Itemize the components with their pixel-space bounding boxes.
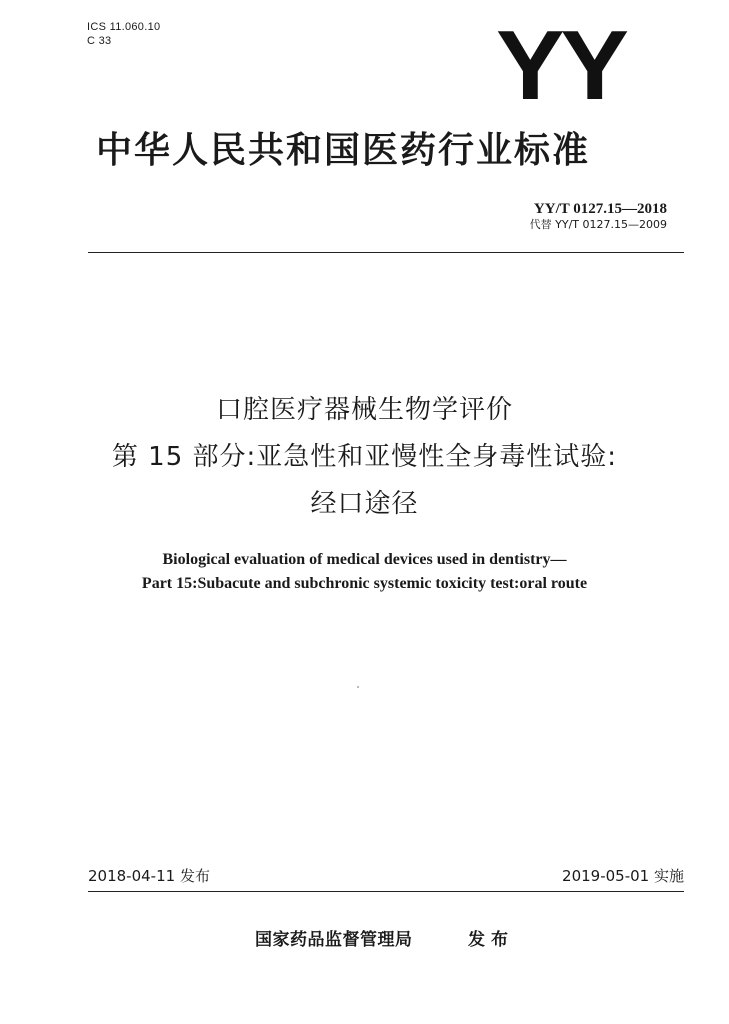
- ics-code: ICS 11.060.10: [87, 21, 161, 33]
- issuing-action: 发布: [468, 930, 514, 950]
- replaces-standard: 代替 YY/T 0127.15—2009: [529, 218, 667, 231]
- standard-number: YY/T 0127.15—2018: [533, 201, 667, 217]
- effective-date: 2019-05-01 实施: [562, 867, 684, 885]
- english-title-line-2: Part 15:Subacute and subchronic systemic toxicity test:oral route: [141, 575, 588, 592]
- ccs-code: C 33: [87, 35, 112, 47]
- scan-speck: [357, 686, 359, 688]
- chinese-title-line-3: 经口途径: [310, 489, 419, 519]
- chinese-title-line-1: 口腔医疗器械生物学评价: [215, 395, 513, 425]
- bottom-divider: [88, 891, 684, 892]
- organization-title: 中华人民共和国医药行业标准: [96, 130, 591, 171]
- issuing-authority: 国家药品监督管理局: [255, 930, 413, 950]
- classification-codes: [87, 20, 160, 48]
- english-title-line-1: Biological evaluation of medical devices used in dentistry—: [162, 551, 567, 568]
- issue-date: 2018-04-11 发布: [88, 867, 210, 885]
- standard-number-block: [530, 200, 667, 232]
- chinese-title-line-2: 第 15 部分:亚急性和亚慢性全身毒性试验:: [111, 442, 618, 472]
- standard-logo: YY: [496, 10, 625, 120]
- top-divider: [88, 252, 684, 253]
